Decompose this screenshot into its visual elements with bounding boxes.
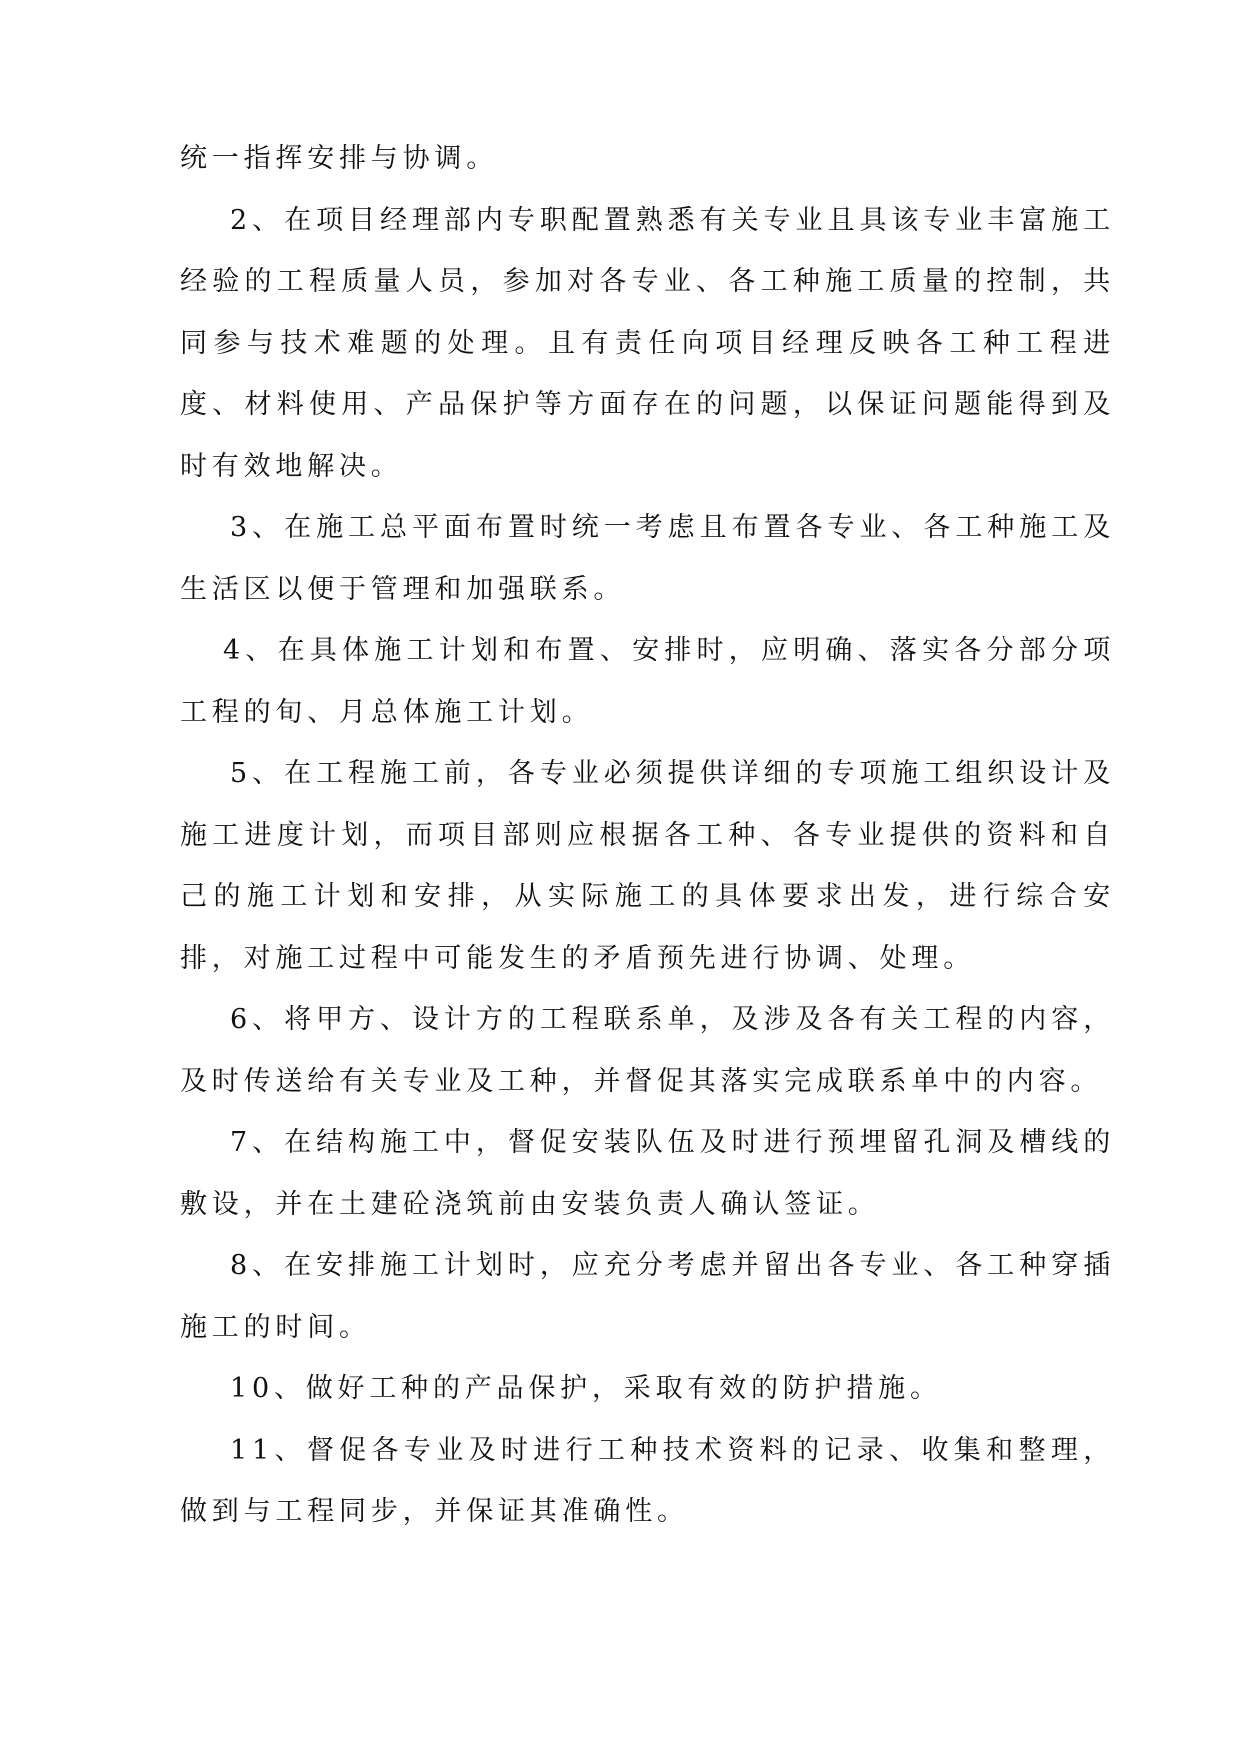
document-body: [180, 128, 1115, 1543]
paragraph-item-2: 2、在项目经理部内专职配置熟悉有关专业且具该专业丰富施工经验的工程质量人员，参加对各专业、各工种施工质量的控制，共同参与技术难题的处理。且有责任向项目经理反映各工种工程进度、材料使用、产品保护等方面存在的问题，以保证问题能得到及时有效地解决。: [180, 204, 1115, 482]
paragraph-item-11: 11、督促各专业及时进行工种技术资料的记录、收集和整理，做到与工程同步，并保证其准确性。: [180, 1434, 1115, 1527]
paragraph-item-4: 4、在具体施工计划和布置、安排时，应明确、落实各分部分项工程的旬、月总体施工计划。: [180, 635, 1115, 728]
paragraph-item-8: 8、在安排施工计划时，应充分考虑并留出各专业、各工种穿插施工的时间。: [180, 1250, 1115, 1343]
paragraph-item-7: 7、在结构施工中，督促安装队伍及时进行预埋留孔洞及槽线的敷设，并在土建砼浇筑前由安装负责人确认签证。: [180, 1127, 1115, 1220]
paragraph-item-3: 3、在施工总平面布置时统一考虑且布置各专业、各工种施工及生活区以便于管理和加强联系。: [180, 512, 1115, 605]
paragraph-item-10: 10、做好工种的产品保护，采取有效的防护措施。: [230, 1373, 942, 1404]
paragraph-item-6: 6、将甲方、设计方的工程联系单，及涉及各有关工程的内容，及时传送给有关专业及工种，并督促其落实完成联系单中的内容。: [180, 1004, 1115, 1097]
paragraph-item-5: 5、在工程施工前，各专业必须提供详细的专项施工组织设计及施工进度计划，而项目部则应根据各工种、各专业提供的资料和自己的施工计划和安排，从实际施工的具体要求出发，进行综合安排，对施工过程中可能发生的矛盾预先进行协调、处理。: [180, 758, 1115, 974]
paragraph-continuation: 统一指挥安排与协调。: [180, 143, 498, 174]
